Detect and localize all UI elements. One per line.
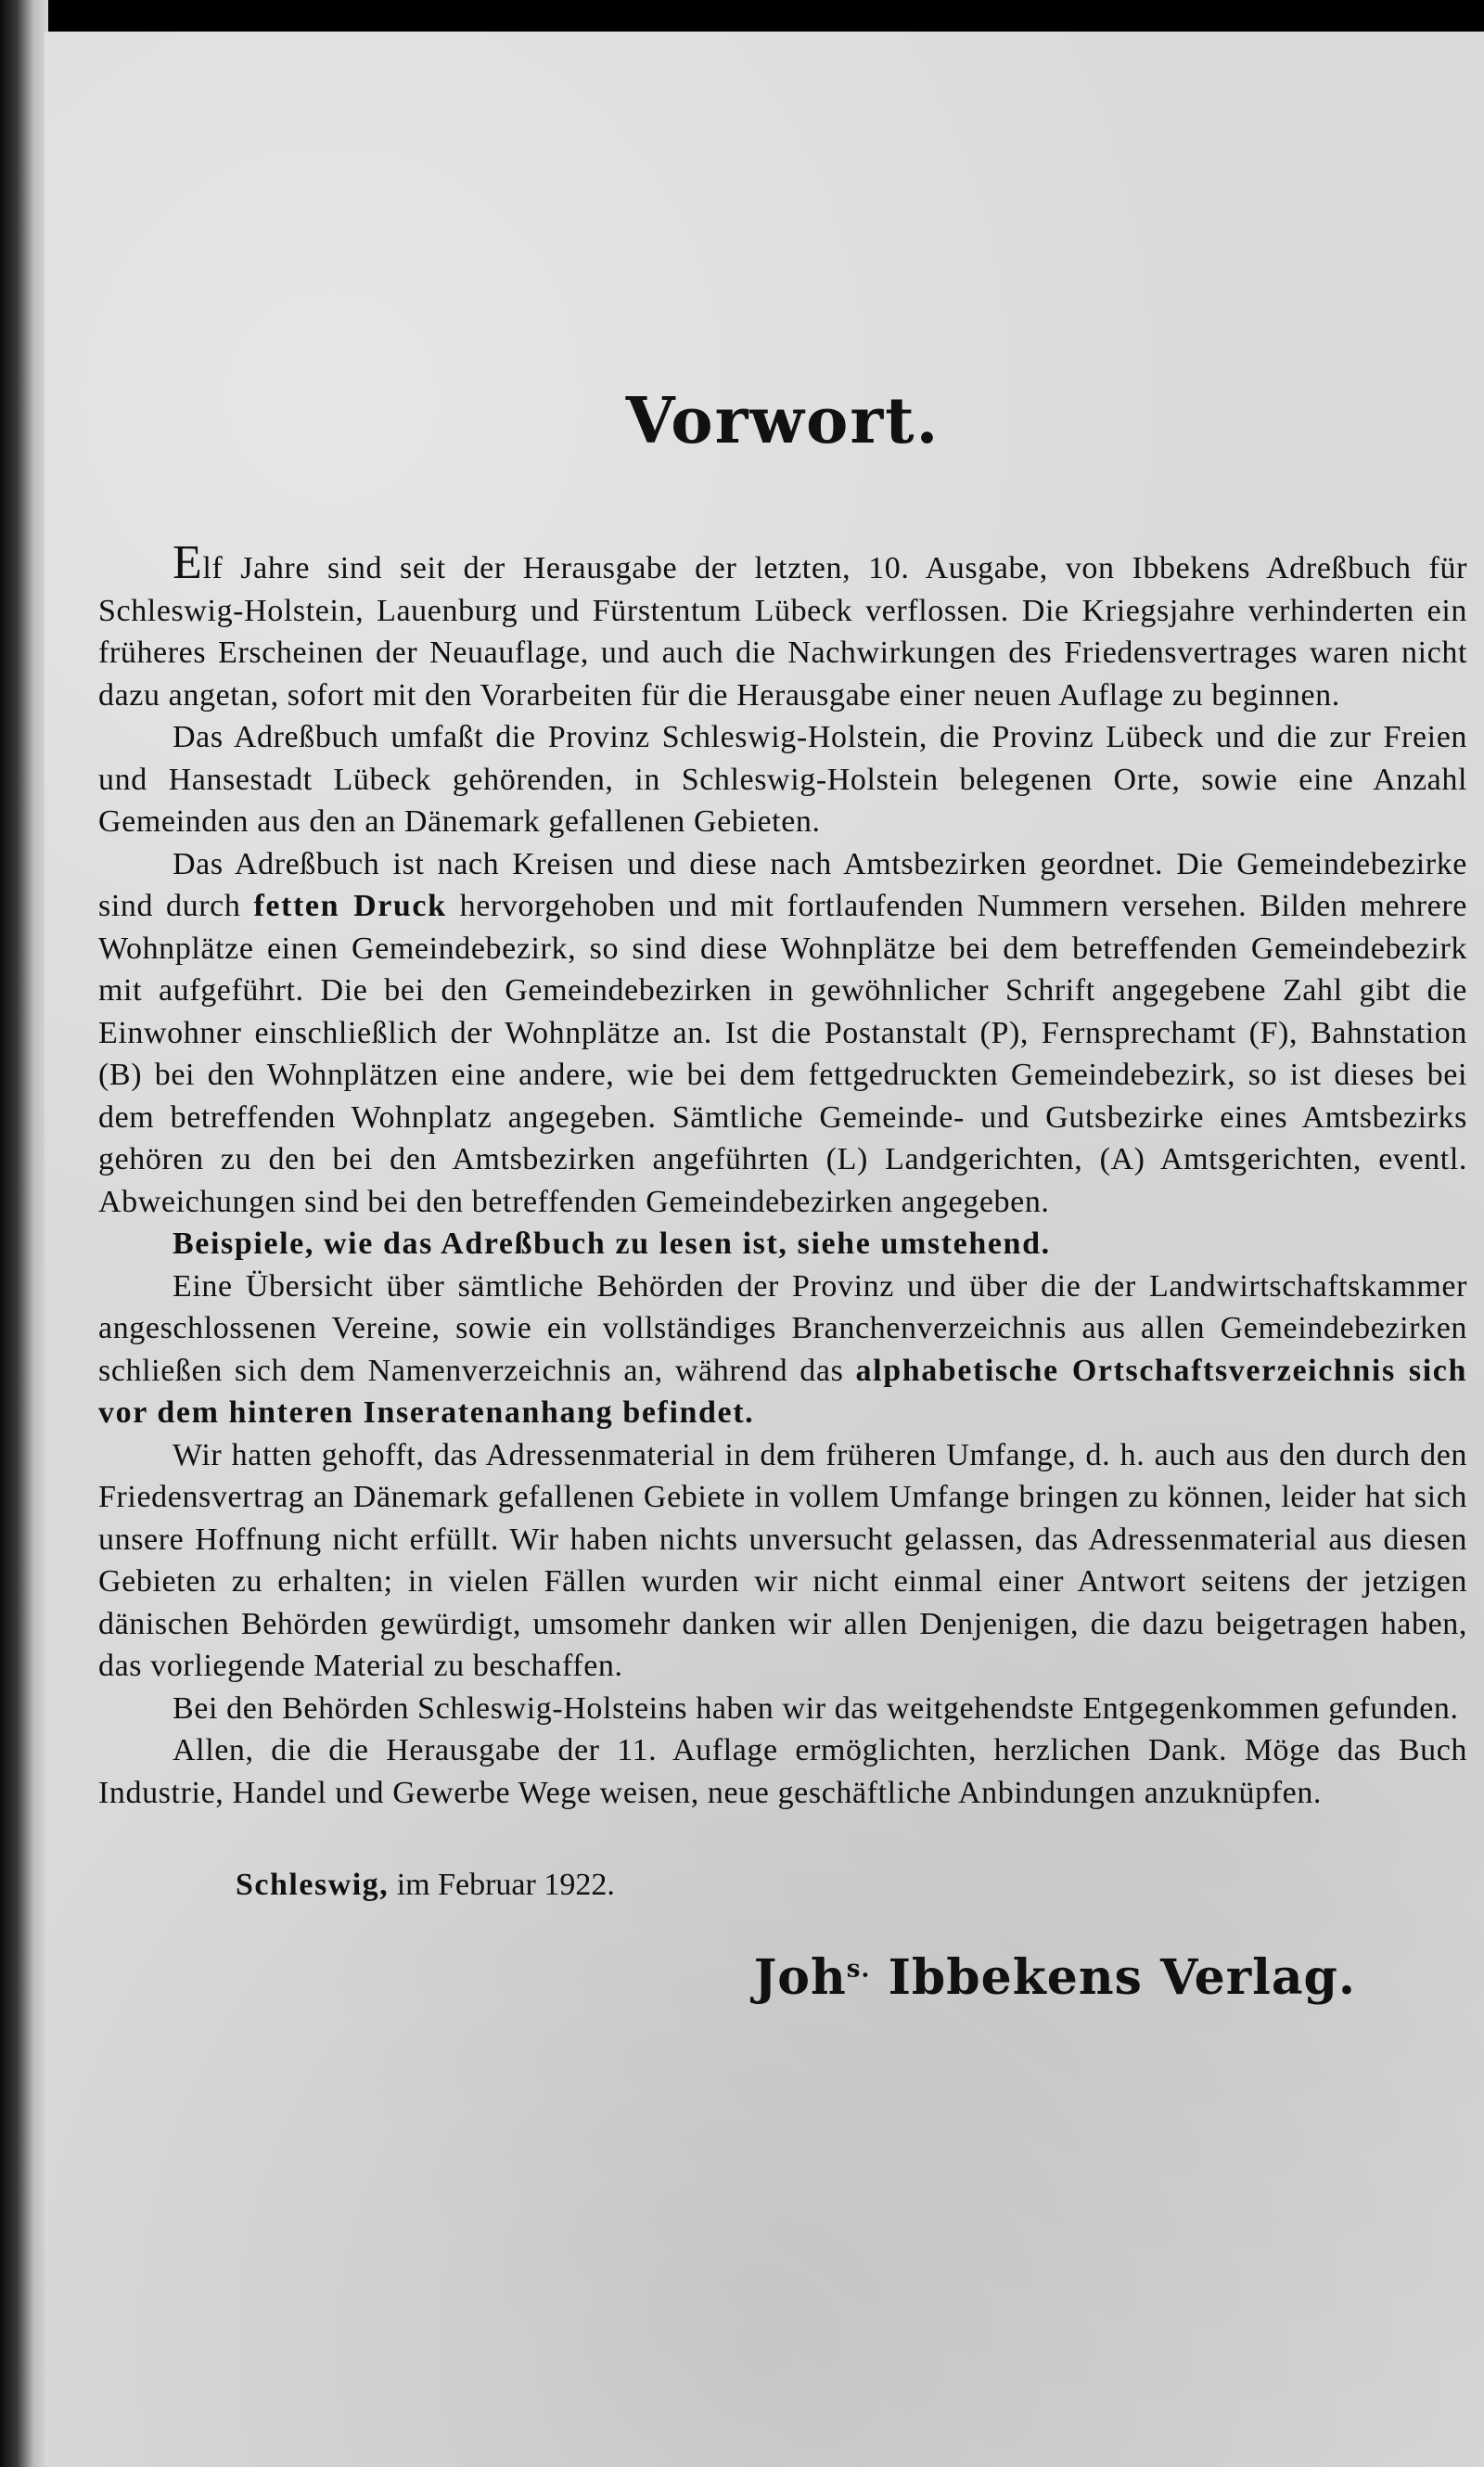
bold-phrase: fetten Druck: [253, 889, 447, 923]
paragraph-examples-note: [98, 1223, 1467, 1266]
paragraph-text: Das Adreßbuch ist nach Kreisen und diese nach Amtsbezirken geordnet. Die Gemeindebezirke sind durch: [98, 846, 1467, 923]
publisher-prefix: Joh: [753, 1949, 847, 2006]
publisher-superscript: s.: [846, 1955, 871, 1984]
paragraph-intro: [98, 536, 1467, 716]
signoff: [236, 1868, 1467, 1903]
paragraph-text: Elf Jahre sind seit der Herausgabe der letzten, 10. Ausgabe, von Ibbekens Adreßbuch für Schleswig-Holstein, Lauenburg und Fürstentum Lübeck verflossen. Die Kriegsjahre verhinderten ein früheres Erscheinen der Neuauflage, und auch die Nachwirkungen des Friedensvertrages waren nicht dazu angetan, sofort mit den Vorarbeiten für die Herausgabe einer neuen Auflage zu beginnen.: [98, 536, 1467, 713]
paragraph-text: Wir hatten gehofft, das Adressenmaterial in dem früheren Umfange, d. h. auch aus den durch den Friedensvertrag an Dänemark gefallenen Gebiete in vollem Umfange bringen zu können, leider hat sich unsere Hoffnung nicht erfüllt. Wir haben nichts unversucht gelassen, das Adressenmaterial aus diesen Gebieten zu erhalten; in vielen Fällen wurden wir nicht einmal einer Antwort seitens der jetzigen dänischen Behörden gewürdigt, umsomehr danken wir allen Denjenigen, die dazu beigetragen haben, das vorliegende Material zu beschaffen.: [98, 1437, 1467, 1683]
preface-text: [98, 384, 1467, 2006]
paragraph-text: Allen, die die Herausgabe der 11. Auflage ermöglichten, herzlichen Dank. Möge das Buch Industrie, Handel und Gewerbe Wege weisen, neue geschäftliche Anbindungen anzuknüpfen.: [98, 1733, 1467, 1810]
paragraph-text: hervorgehoben und mit fortlaufenden Nummern versehen. Bilden mehrere Wohnplätze einen Gemeindebezirk, so sind diese Wohnplätze bei dem betreffenden Gemeindebezirk mit aufgeführt. Die bei den Gemeindebezirken in gewöhnlicher Schrift angegebene Zahl gibt die Einwohner einschließlich der Wohnplätze an. Ist die Postanstalt (P), Fernsprechamt (F), Bahnstation (B) bei den Wohnplätzen eine andere, wie bei dem fettgedruckten Gemeindebezirk, so ist dieses bei dem betreffenden Wohnplatz angegeben. Sämtliche Gemeinde- und Gutsbezirke eines Amtsbezirks gehören zu den bei den Amtsbezirken angeführten (L) Landgerichten, (A) Amtsgerichten, eventl. Abweichungen sind bei den betreffenden Gemeindebezirken angegeben.: [98, 889, 1467, 1219]
paragraph-text: Beispiele, wie das Adreßbuch zu lesen ist, siehe umstehend.: [173, 1227, 1051, 1261]
paragraph-authorities: [98, 1688, 1467, 1730]
paragraph-coverage: [98, 716, 1467, 843]
signoff-date: im Februar 1922.: [396, 1868, 615, 1902]
publisher-name: Ibbekens Verlag.: [888, 1949, 1356, 2006]
page-edge: [0, 0, 48, 2467]
bold-phrase: alphabetische Ortschaftsverzeichnis sich vor dem hinteren Inseratenanhang befindet.: [98, 1353, 1467, 1430]
page-title: Vorwort.: [625, 384, 940, 458]
paragraph-thanks: [98, 1729, 1467, 1814]
paragraph-overview: [98, 1266, 1467, 1434]
paragraph-material: [98, 1434, 1467, 1688]
paragraph-text: Das Adreßbuch umfaßt die Provinz Schleswig-Holstein, die Provinz Lübeck und die zur Freien und Hansestadt Lübeck gehörenden, in Schleswig-Holstein belegenen Orte, sowie eine Anzahl Gemeinden aus den an Dänemark gefallenen Gebieten.: [98, 720, 1467, 839]
paragraph-organization: [98, 843, 1467, 1224]
paragraph-text: Bei den Behörden Schleswig-Holsteins haben wir das weitgehendste Entgegenkommen gefunden.: [173, 1690, 1459, 1726]
paragraph-text: Eine Übersicht über sämtliche Behörden der Provinz und über die der Landwirtschaftskammer angeschlossenen Vereine, sowie ein vollständiges Branchenverzeichnis aus allen Gemeindebezirken schließen sich dem Namenverzeichnis an, während das: [98, 1268, 1467, 1388]
publisher-signature: [98, 1949, 1467, 2006]
signoff-place: Schleswig,: [236, 1868, 390, 1902]
scanned-page: [45, 32, 1484, 2467]
